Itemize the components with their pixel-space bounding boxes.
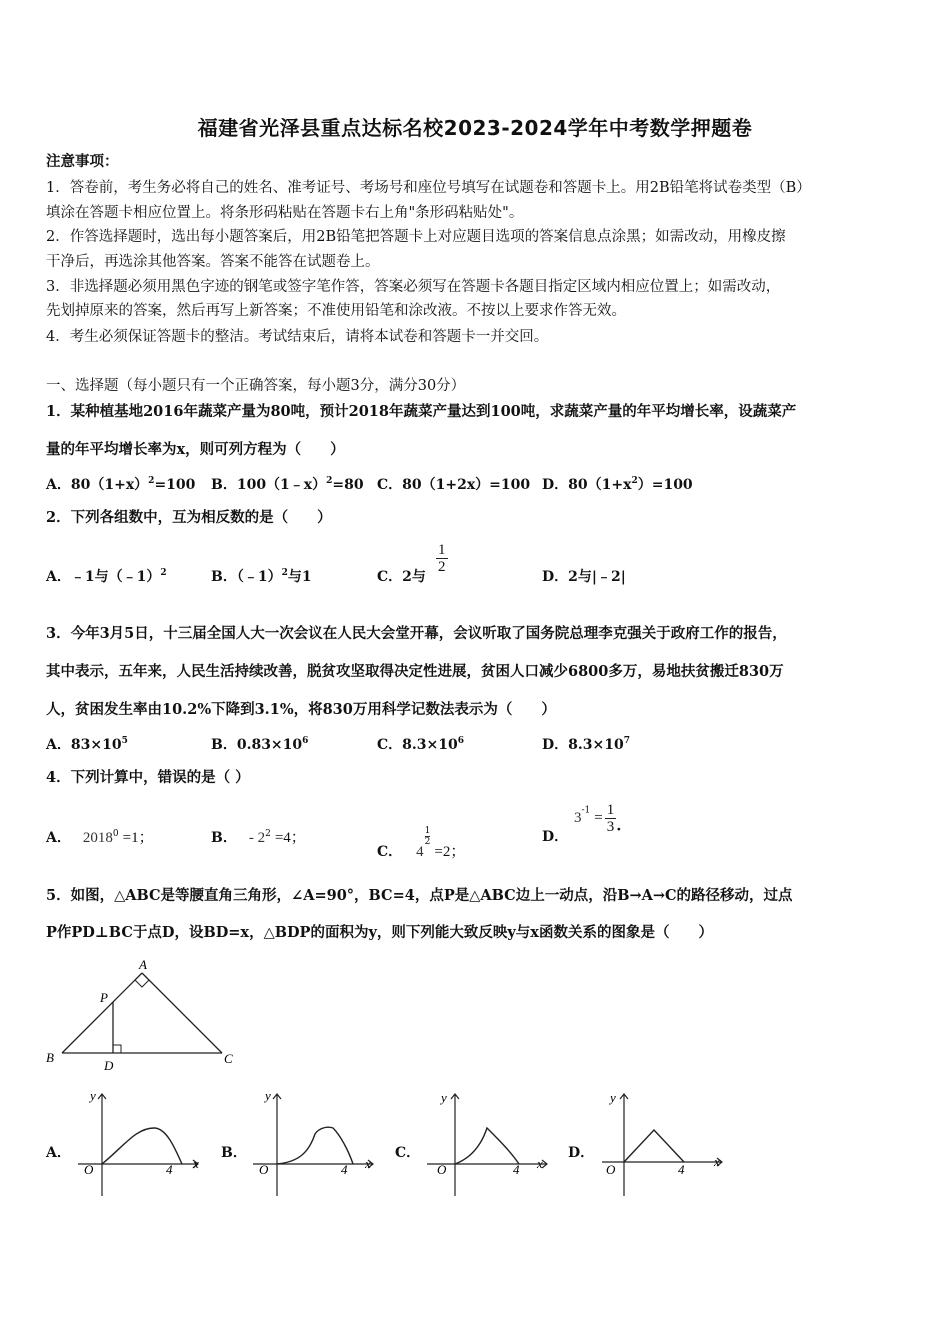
side-ab bbox=[62, 973, 142, 1053]
y-label: y bbox=[610, 1090, 616, 1105]
notes-line: 4．考生必须保证答题卡的整洁。考试结束后，请将本试卷和答题卡一并交回。 bbox=[46, 329, 549, 345]
q5-option-a: A． bbox=[46, 1145, 71, 1161]
notes-line: 先划掉原来的答案，然后再写上新答案；不准使用铅笔和涂改液。不按以上要求作答无效。 bbox=[46, 303, 626, 319]
q1-option-c: C．80（1+2x）=100 bbox=[377, 477, 531, 493]
q5-option-c: C． bbox=[395, 1145, 421, 1161]
section-heading: 一、选择题（每小题只有一个正确答案，每小题3分，满分30分） bbox=[46, 378, 466, 394]
q3-option-c: C．$8.3\times 10^6$ bbox=[377, 736, 464, 753]
y-label: y bbox=[265, 1088, 271, 1103]
notes-line: 干净后，再选涂其他答案。答案不能答在试题卷上。 bbox=[46, 254, 380, 270]
origin-label: O bbox=[606, 1162, 616, 1177]
curve bbox=[624, 1130, 684, 1162]
curve bbox=[277, 1127, 353, 1164]
q1-stem: 1．某种植基地2016年蔬菜产量为80吨，预计2018年蔬菜产量达到100吨，求蔬菜产量的年平均增长率，设蔬菜产 bbox=[46, 403, 797, 420]
label-d: D bbox=[104, 1058, 114, 1073]
curve bbox=[102, 1128, 182, 1164]
q1-stem: 量的年平均增长率为x，则可列方程为（ ） bbox=[46, 441, 345, 458]
notes-line: 2．作答选择题时，选出每小题答案后，用2B铅笔把答题卡上对应题目选项的答案信息点涂黑；如需改动，用橡皮擦 bbox=[46, 229, 786, 245]
q2-stem: 2．下列各组数中，互为相反数的是（ ） bbox=[46, 509, 332, 526]
q3-option-a: A．$83\times 10^5$ bbox=[46, 736, 128, 753]
graph-a bbox=[74, 1086, 204, 1198]
q3-stem: 其中表示，五年来，人民生活持续改善，脱贫攻坚取得决定性进展，贫困人口减少6800多万，易地扶贫搬迁830万 bbox=[46, 663, 784, 680]
origin-label: O bbox=[437, 1162, 447, 1177]
q2-option-d: D．2与|﹣2| bbox=[542, 569, 626, 585]
q5-option-b: B． bbox=[221, 1145, 247, 1161]
x-label: x bbox=[714, 1154, 720, 1169]
tick-label-4: 4 bbox=[513, 1162, 520, 1177]
page-title: 福建省光泽县重点达标名校2023-2024学年中考数学押题卷 bbox=[197, 116, 753, 140]
q3-option-b: B．$0.83\times 10^6$ bbox=[211, 736, 309, 753]
notes-line: 3．非选择题必须用黑色字迹的钢笔或签字笔作答，答案必须写在答题卡各题目指定区域内相应位置上；如需改动， bbox=[46, 279, 781, 295]
q4-option-d-expression: $3^{-1}$ = $\frac{1}{3}$ . bbox=[574, 802, 622, 835]
side-ac bbox=[142, 973, 222, 1053]
label-a: A bbox=[139, 957, 147, 972]
q4-option-b: B． - $2^2 =4$； bbox=[211, 829, 306, 846]
q5-option-d: D． bbox=[568, 1145, 595, 1161]
q2-option-b: B．（﹣1）$^2$与1 bbox=[211, 568, 312, 585]
q3-stem: 人，贫困发生率由10.2%下降到3.1%，将830万用科学记数法表示为（ ） bbox=[46, 701, 556, 718]
q4-stem: 4．下列计算中，错误的是（ ） bbox=[46, 769, 250, 786]
origin-label: O bbox=[84, 1162, 94, 1177]
origin-label: O bbox=[259, 1162, 269, 1177]
tick-label-4: 4 bbox=[341, 1162, 348, 1177]
q3-option-d: D．$8.3\times 10^7$ bbox=[542, 736, 630, 753]
label-p: P bbox=[100, 990, 108, 1005]
curve bbox=[455, 1128, 519, 1164]
tick-label-4: 4 bbox=[166, 1162, 173, 1177]
q2-fraction: $\frac{1}{2}$ bbox=[438, 542, 446, 575]
graph-c bbox=[423, 1086, 553, 1198]
q4-option-d: D． bbox=[542, 829, 569, 845]
notes-line: 1．答卷前，考生务必将自己的姓名、准考证号、考场号和座位号填写在试题卷和答题卡上。用2B铅笔将试卷类型（B） bbox=[46, 180, 811, 196]
label-c: C bbox=[224, 1051, 233, 1066]
q2-option-c: C．2与 bbox=[377, 569, 426, 585]
notes-heading: 注意事项： bbox=[46, 153, 119, 170]
graph-b bbox=[249, 1086, 379, 1198]
q1-option-b: B．100（1﹣x）$^2$=80 bbox=[211, 476, 364, 493]
x-label: x bbox=[193, 1156, 199, 1171]
notes-line: 填涂在答题卡相应位置上。将条形码粘贴在答题卡右上角"条形码粘贴处"。 bbox=[46, 205, 524, 221]
q5-stem: 5．如图，△ABC是等腰直角三角形，∠A=90°，BC=4，点P是△ABC边上一动点，沿B→A→C的路径移动，过点 bbox=[46, 887, 793, 904]
label-b: B bbox=[46, 1050, 54, 1065]
right-angle-mark-d bbox=[113, 1045, 121, 1053]
q2-option-a: A．﹣1与（﹣1）$^2$ bbox=[46, 568, 167, 585]
q5-stem: P作PD⊥BC于点D，设BD=x，△BDP的面积为y，则下列能大致反映y与x函数关系的图象是（ ） bbox=[46, 924, 713, 941]
q3-stem: 3．今年3月5日，十三届全国人大一次会议在人民大会堂开幕，会议听取了国务院总理李克强关于政府工作的报告， bbox=[46, 625, 787, 642]
right-angle-mark-a bbox=[135, 980, 149, 987]
q4-option-a: A． $2018^0 =1$； bbox=[46, 829, 154, 846]
x-label: x bbox=[537, 1156, 543, 1171]
y-label: y bbox=[441, 1090, 447, 1105]
x-label: x bbox=[365, 1156, 371, 1171]
triangle-figure bbox=[40, 955, 250, 1075]
graph-d bbox=[598, 1086, 728, 1198]
q1-option-a: A．$80(1+x)^2=100$ bbox=[46, 476, 196, 493]
tick-label-4: 4 bbox=[678, 1162, 685, 1177]
y-label: y bbox=[90, 1088, 96, 1103]
q4-option-c: C． 4 $\frac{1}{2}$ =2； bbox=[377, 826, 466, 860]
q1-option-d: D．$80(1+x^2)=100$ bbox=[542, 476, 693, 493]
